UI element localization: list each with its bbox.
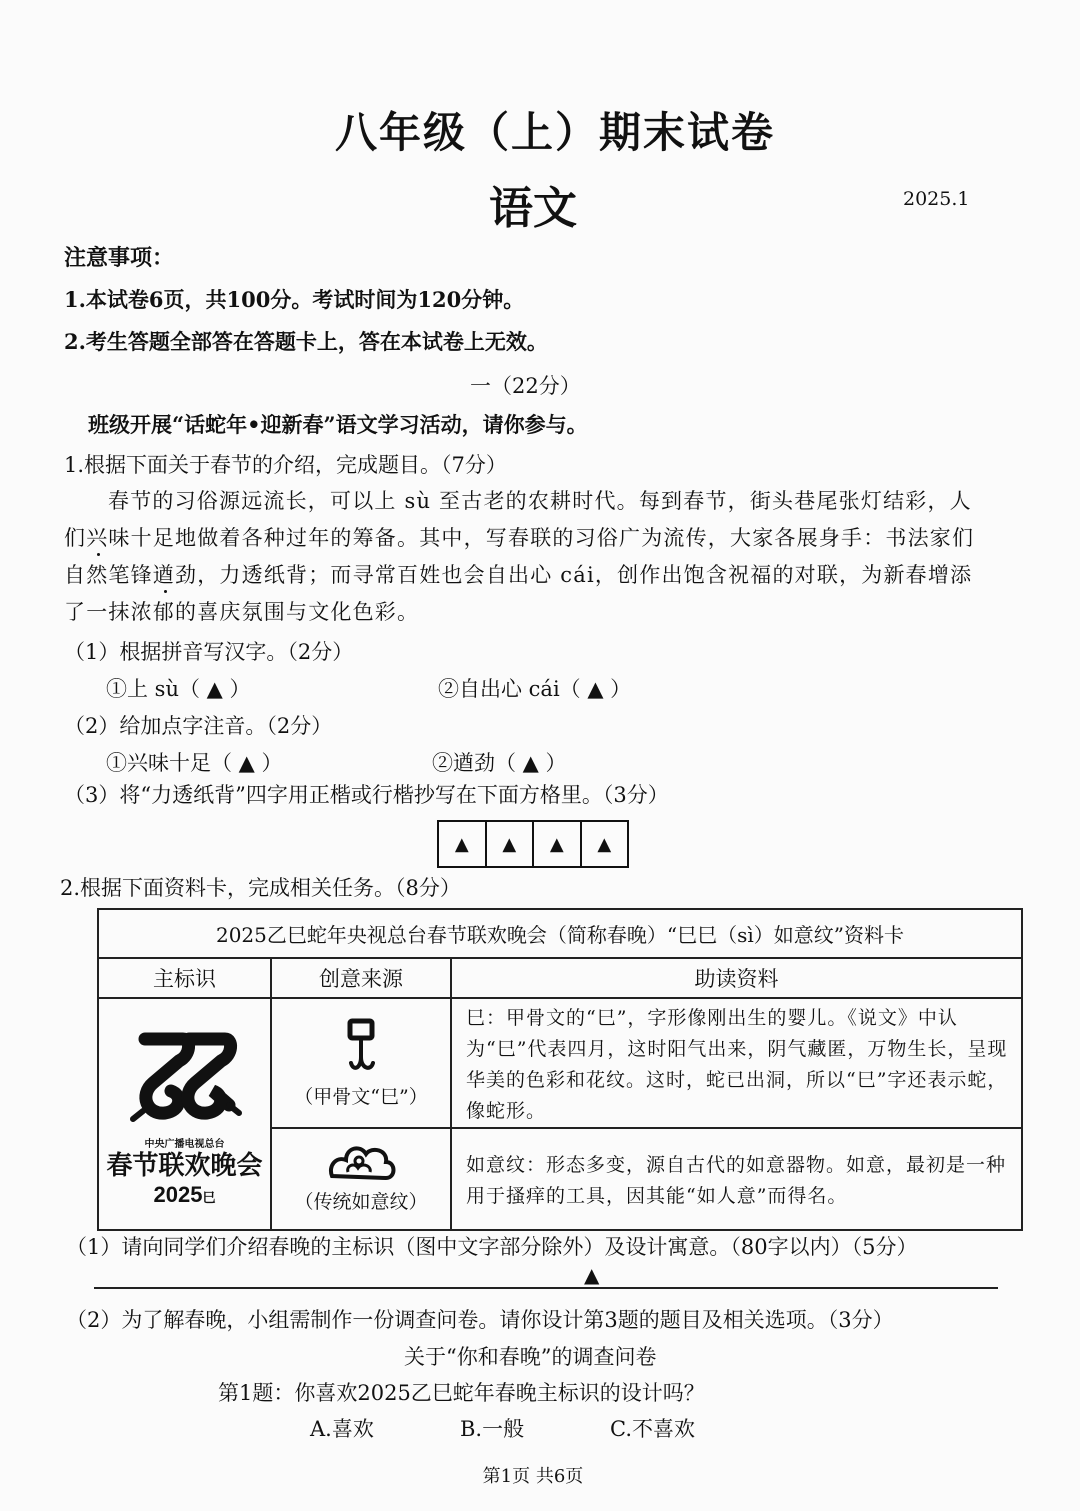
q1-part1-b: ②自出心 cái（ ▲ ） [438,677,632,701]
notice-item: 2.考生答题全部答在答题卡上，答在本试卷上无效。 [64,329,548,354]
info-card-col-header: 助读资料 [451,958,1022,998]
q1-part1-a: ①上 sù（ ▲ ） [106,677,251,701]
snake-logo-icon [125,1021,245,1131]
answer-grid-cell: ▲ [439,822,487,866]
info-card-col-header: 主标识 [98,958,271,998]
logo-year: 2025 [153,1181,203,1207]
source-oracle [271,998,451,1128]
q1-part2-b: ②遒劲（ ▲ ） [432,751,567,775]
q1-stem: 1.根据下面关于春节的介绍，完成题目。（7分） [64,453,507,477]
survey-option: A.喜欢 [310,1417,374,1441]
exam-title: 八年级（上）期末试卷 [334,108,775,157]
q1-part2-stem: （2）给加点字注音。（2分） [64,714,333,738]
notice-heading: 注意事项： [64,245,175,271]
q1-passage-line: 自然笔锋遒劲，力透纸背；而寻常百姓也会自出心 cái，创作出饱含祝福的对联，为新春增添 [64,563,973,587]
source-ruyi [271,1128,451,1230]
answer-grid-cell: ▲ [534,822,582,866]
q2-part1-answer-marker: ▲ [584,1263,600,1287]
exam-subject: 语文 [489,183,577,234]
q1-part3-stem: （3）将“力透纸背”四字用正楷或行楷抄写在下面方格里。（3分） [64,783,669,807]
page-footer: 第1页 共6页 [482,1466,584,1487]
survey-option: B.一般 [460,1417,525,1441]
survey-option: C.不喜欢 [610,1417,695,1441]
logo-suffix: 巳 [202,1189,216,1205]
q2-part1-stem: （1）请向同学们介绍春晚的主标识（图中文字部分除外）及设计寓意。（80字以内）（5分） [66,1235,918,1259]
q1-passage-line: 春节的习俗源远流长，可以上 sù 至古老的农耕时代。每到春节，街头巷尾张灯结彩，人 [108,489,972,513]
ruyi-text: 如意纹：形态多变，源自古代的如意器物。如意，最初是一种用于搔痒的工具，因其能“如人意”而得名。 [451,1128,1022,1230]
info-card-col-header: 创意来源 [271,958,451,998]
answer-grid-cell: ▲ [597,833,612,855]
answer-grid-cell: ▲ [487,822,535,866]
info-card [97,908,1023,1231]
answer-line [94,1287,998,1289]
oracle-si-icon [341,1017,381,1077]
logo-year-line [99,1182,270,1208]
q2-part2-stem: （2）为了解春晚，小组需制作一份调查问卷。请你设计第3题的题目及相关选项。（3分） [66,1308,894,1332]
q1-passage-line: 们兴味十足地做着各种过年的筹备。其中，写春联的习俗广为流传，大家各展身手：书法家们 [64,526,975,550]
oracle-text: 巳：甲骨文的“巳”，字形像刚出生的婴儿。《说文》中认为“巳”代表四月，这时阳气出来，阴气藏匿，万物生长，呈现华美的色彩和花纹。这时，蛇已出洞，所以“巳”字还表示蛇，像蛇形。 [451,998,1022,1128]
q1-part1-stem: （1）根据拼音写汉字。（2分） [64,640,354,664]
section-heading: 一（22分） [470,374,581,398]
notice-item: 1.本试卷6页，共100分。考试时间为120分钟。 [64,287,525,312]
q1-passage-line: 了一抹浓郁的喜庆氛围与文化色彩。 [64,600,420,624]
oracle-label: （甲骨文“巳”） [294,1086,428,1108]
survey-title: 关于“你和春晚”的调查问卷 [404,1345,657,1369]
exam-date: 2025.1 [903,188,970,210]
ruyi-label: （传统如意纹） [294,1191,428,1213]
survey-q1: 第1题：你喜欢2025乙巳蛇年春晚主标识的设计吗？ [218,1381,705,1405]
ruyi-pattern-icon [326,1144,396,1182]
info-card-title: 2025乙巳蛇年央视总台春节联欢晚会（简称春晚）“巳巳（sì）如意纹”资料卡 [98,909,1022,958]
q2-stem: 2.根据下面资料卡，完成相关任务。（8分） [60,876,461,900]
section-intro: 班级开展“话蛇年•迎新春”语文学习活动，请你参与。 [88,412,588,437]
main-logo [98,998,271,1230]
logo-org: 中央广播电视总台 [144,1138,225,1150]
answer-grid [437,820,629,868]
q1-part2-a: ①兴味十足（ ▲ ） [106,751,283,775]
logo-name: 春节联欢晚会 [106,1150,263,1181]
